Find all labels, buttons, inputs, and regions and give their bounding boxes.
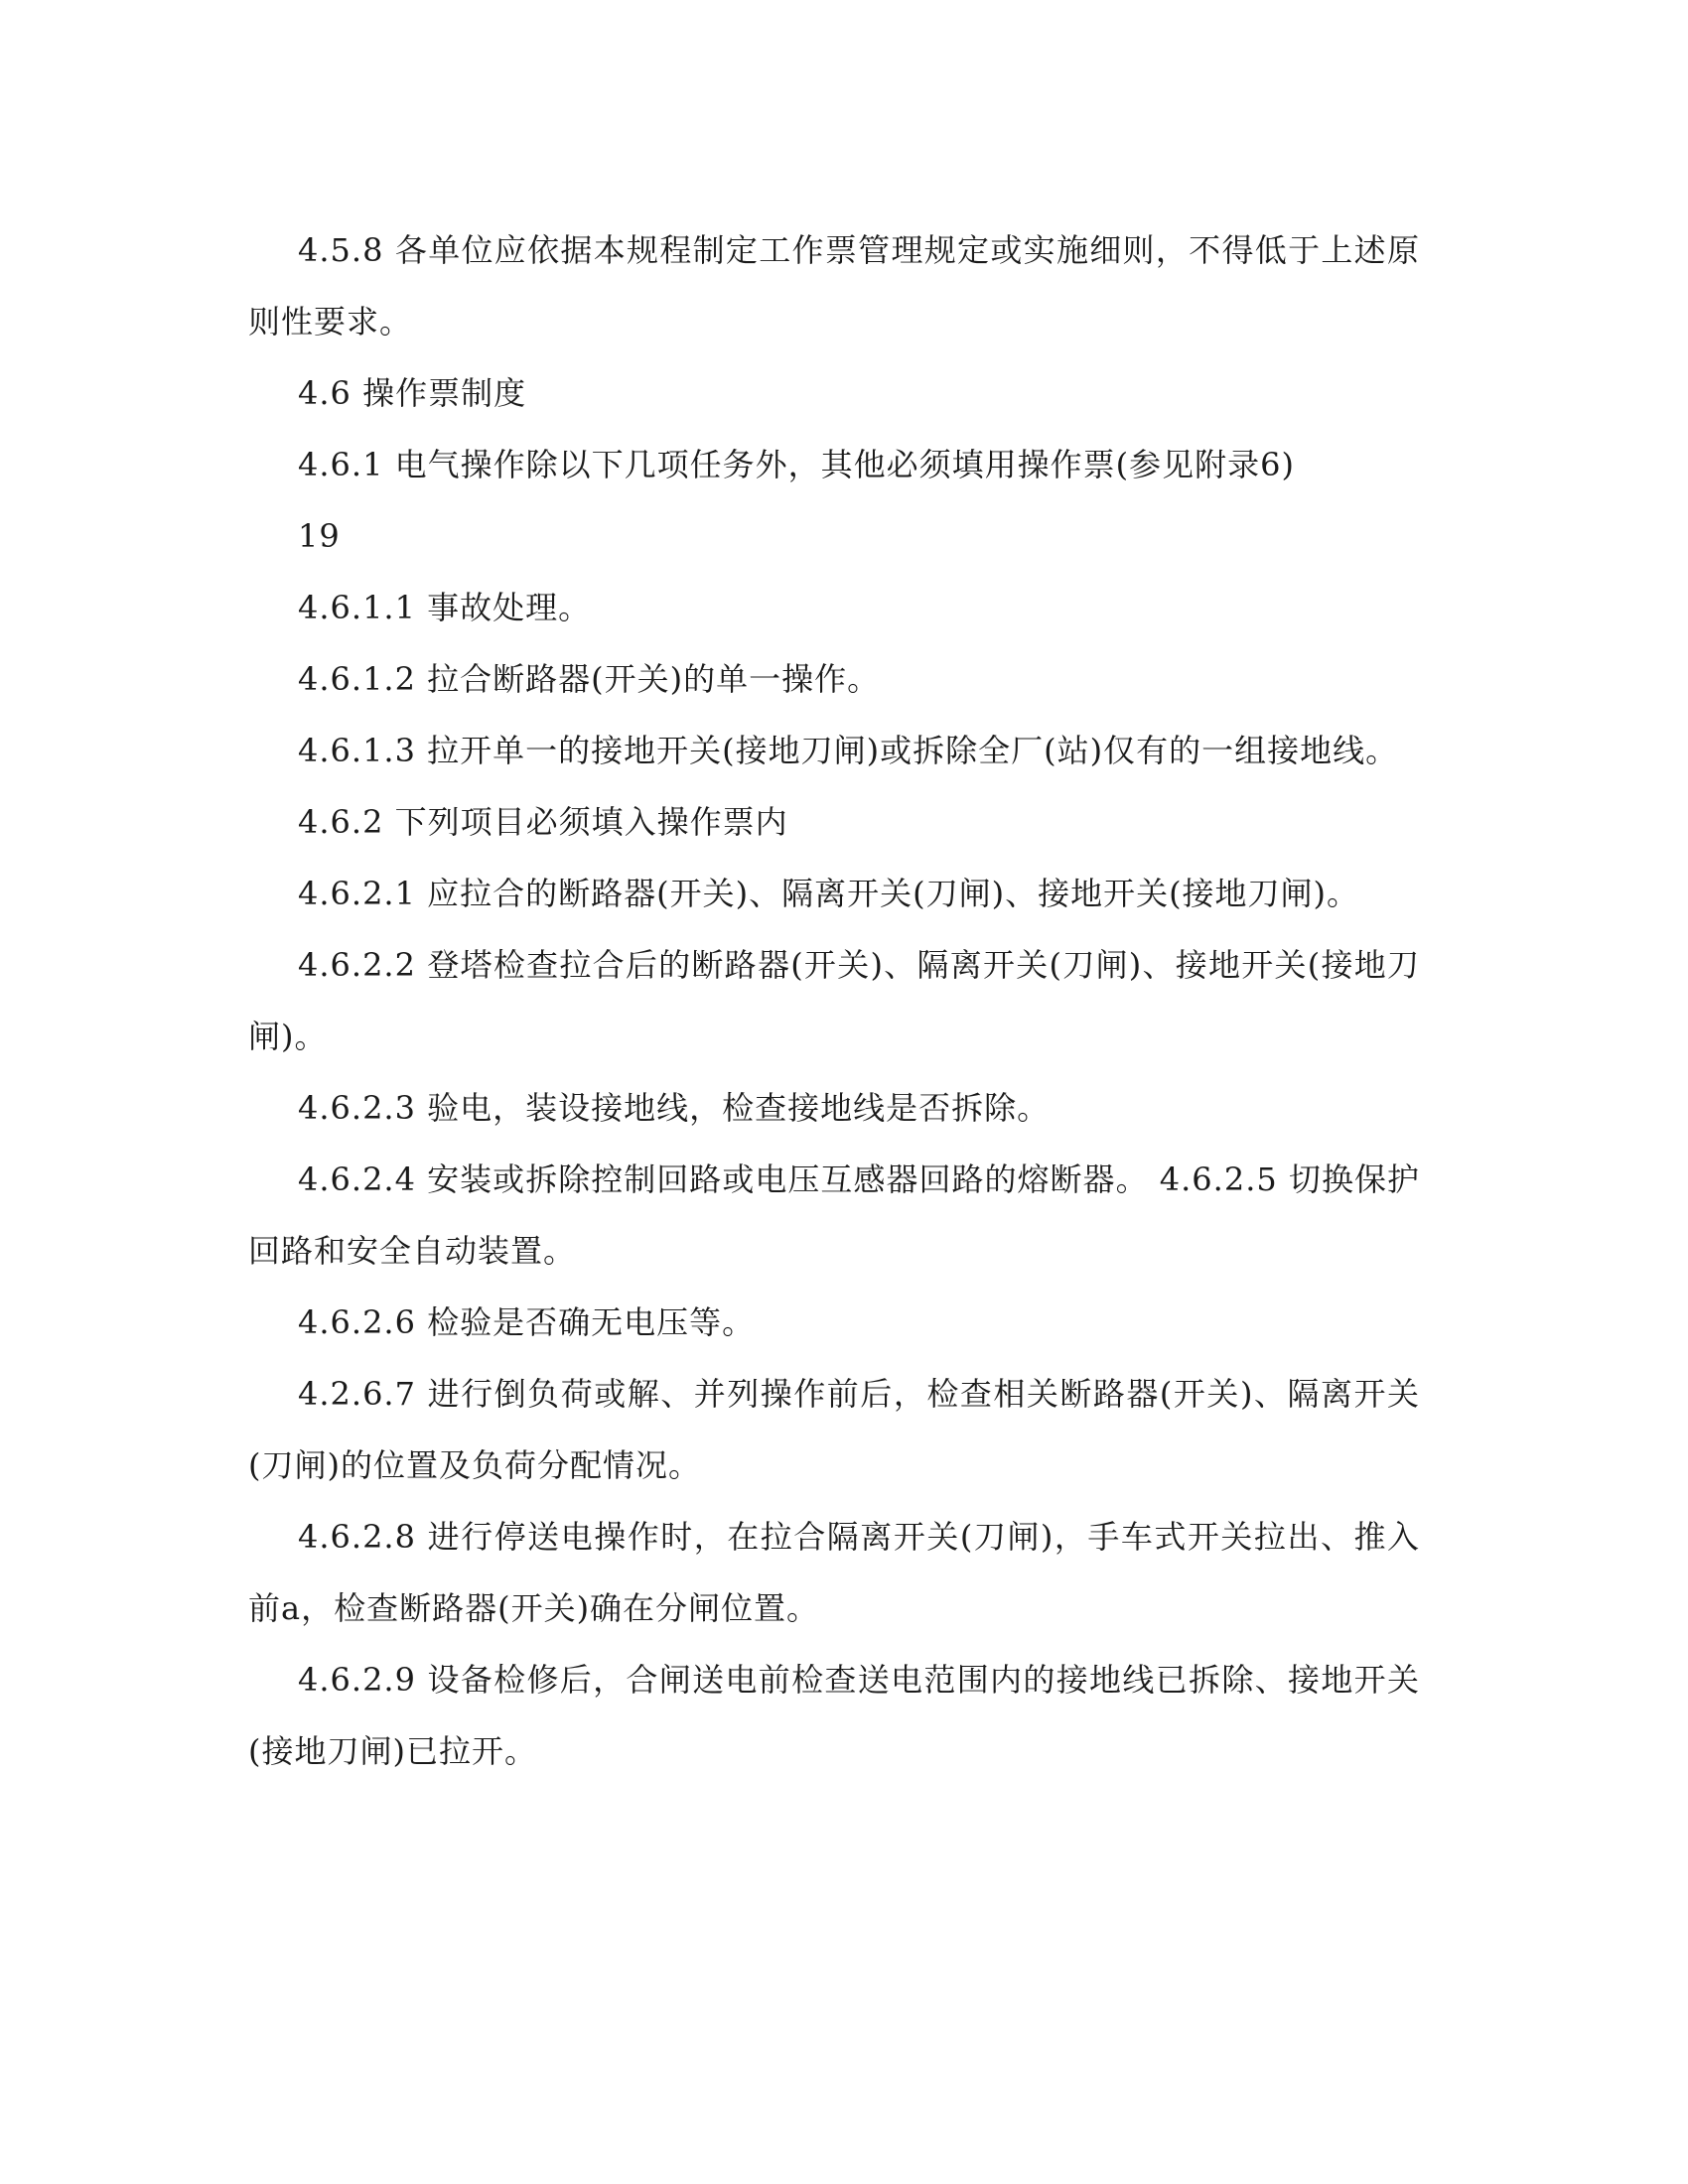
paragraph-4-6-1-2: 4.6.1.2 拉合断路器(开关)的单一操作。 <box>298 660 881 698</box>
paragraph-4-6-2-1: 4.6.2.1 应拉合的断路器(开关)、隔离开关(刀闸)、接地开关(接地刀闸)。 <box>298 875 1360 912</box>
paragraph-4-2-6-7: 4.2.6.7 进行倒负荷或解、并列操作前后，检查相关断路器(开关)、隔离开关(刀闸)的位置及负荷分配情况。 <box>248 1375 1420 1484</box>
paragraph-4-5-8: 4.5.8 各单位应依据本规程制定工作票管理规定或实施细则，不得低于上述原则性要求。 <box>248 231 1420 341</box>
paragraph-4-6-1-1: 4.6.1.1 事故处理。 <box>298 589 592 626</box>
paragraph-4-6-2-8: 4.6.2.8 进行停送电操作时，在拉合隔离开关(刀闸)，手车式开关拉出、推入前a，检查断路器(开关)确在分闸位置。 <box>248 1518 1420 1627</box>
document-body <box>248 214 1420 1787</box>
paragraph-4-6-2-2: 4.6.2.2 登塔检查拉合后的断路器(开关)、隔离开关(刀闸)、接地开关(接地刀闸)。 <box>248 946 1420 1055</box>
paragraph-4-6-2-6: 4.6.2.6 检验是否确无电压等。 <box>298 1303 756 1341</box>
paragraph-4-6-2-3: 4.6.2.3 验电，装设接地线，检查接地线是否拆除。 <box>298 1089 1051 1127</box>
paragraph-4-6-2: 4.6.2 下列项目必须填入操作票内 <box>298 803 788 841</box>
paragraph-4-6-1-3: 4.6.1.3 拉开单一的接地开关(接地刀闸)或拆除全厂(站)仅有的一组接地线。 <box>298 732 1399 769</box>
page-number: 19 <box>298 517 341 555</box>
paragraph-4-6-1: 4.6.1 电气操作除以下几项任务外，其他必须填用操作票(参见附录6) <box>298 446 1295 483</box>
paragraph-4-6-2-9: 4.6.2.9 设备检修后，合闸送电前检查送电范围内的接地线已拆除、接地开关(接地刀闸)已拉开。 <box>248 1661 1420 1770</box>
paragraph-4-6-2-4: 4.6.2.4 安装或拆除控制回路或电压互感器回路的熔断器。 4.6.2.5 切换保护回路和安全自动装置。 <box>248 1160 1420 1270</box>
heading-4-6: 4.6 操作票制度 <box>298 374 527 412</box>
